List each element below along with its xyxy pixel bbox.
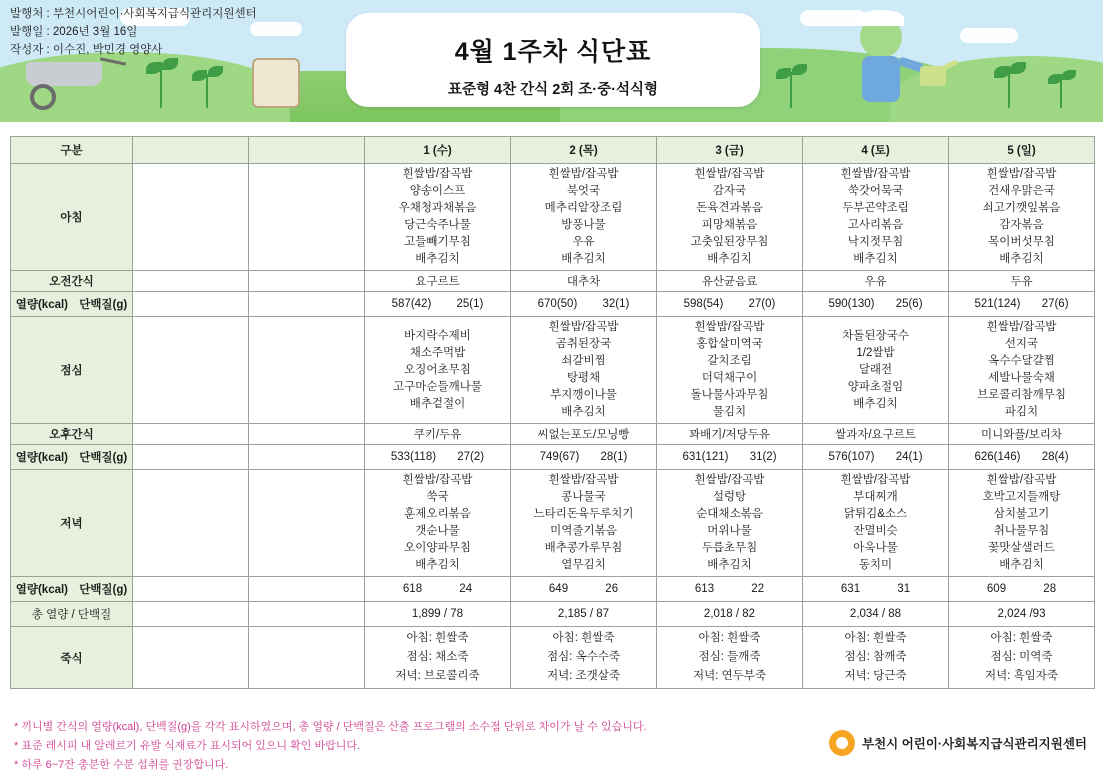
footer-note-3: * 하루 6~7잔 충분한 수분 섭취를 권장합니다. (14, 759, 229, 771)
row-total (11, 602, 1095, 627)
kcal-dinner-blank-1 (133, 577, 249, 602)
protein-value: 24 (459, 583, 473, 595)
header-day-2: 2 (목) (511, 137, 657, 164)
footer-note-1: * 끼니별 간식의 열량(kcal), 단백질(g)을 각각 표시하였으며, 총 열량 / 단백질은 산출 프로그램의 소수점 단위로 차이가 날 수 있습니다. (14, 721, 647, 733)
plant-stem (160, 66, 162, 108)
kcal-label-text: 열량(kcal) (15, 452, 69, 464)
label-dinner: 저녁 (11, 470, 133, 577)
breakfast-day-3: 흰쌀밥/잡곡밥 감자국 돈육견과볶음 피망채볶음 고춧잎된장무침 배추김치 (657, 164, 803, 271)
table-header-row (11, 137, 1095, 164)
kcal-afternoon-day-5 (949, 445, 1095, 470)
morning-snack-day-3: 유산균음료 (657, 271, 803, 292)
kcal-value: 626(146) (974, 451, 1021, 463)
row-lunch (11, 317, 1095, 424)
kcal-value: 631 (840, 583, 861, 595)
kcal-morning-day-1 (365, 292, 511, 317)
porridge-blank-1 (133, 627, 249, 689)
kcal-morning-day-2 (511, 292, 657, 317)
protein-value: 31 (897, 583, 911, 595)
afternoon-snack-day-1: 쿠키/두유 (365, 424, 511, 445)
footer-notes (14, 718, 647, 775)
afternoon-snack-day-4: 쌀과자/요구르트 (803, 424, 949, 445)
kcal-value: 631(121) (682, 451, 729, 463)
row-morning-snack (11, 271, 1095, 292)
afternoon-snack-blank-2 (249, 424, 365, 445)
protein-value: 27(6) (1041, 298, 1069, 310)
row-kcal-morning (11, 292, 1095, 317)
protein-value: 27(2) (457, 451, 485, 463)
kcal-morning-blank-2 (249, 292, 365, 317)
total-day-5: 2,024 /93 (949, 602, 1095, 627)
breakfast-day-1: 흰쌀밥/잡곡밥 양송이스프 우채청과채볶음 당근숙주나물 고들빼기무침 배추김치 (365, 164, 511, 271)
label-afternoon-snack: 오후간식 (11, 424, 133, 445)
total-day-1: 1,899 / 78 (365, 602, 511, 627)
protein-value: 22 (751, 583, 765, 595)
publisher-info (10, 5, 257, 59)
porridge-day-4: 아침: 흰쌀죽 점심: 참깨죽 저녁: 당근죽 (803, 627, 949, 689)
cloud-icon (250, 22, 302, 36)
wheelbarrow-wheel-icon (30, 84, 56, 110)
center-logo-icon (829, 730, 855, 756)
protein-label-text: 단백질(g) (79, 584, 128, 596)
lunch-day-2: 흰쌀밥/잡곡밥 곰취된장국 쇠갈비찜 탕평채 부지깽이나물 배추김치 (511, 317, 657, 424)
row-porridge (11, 627, 1095, 689)
kcal-value: 590(130) (828, 298, 875, 310)
total-day-3: 2,018 / 82 (657, 602, 803, 627)
kcal-value: 618 (402, 583, 423, 595)
row-afternoon-snack (11, 424, 1095, 445)
kcal-value: 670(50) (537, 298, 578, 310)
header-day-4: 4 (토) (803, 137, 949, 164)
morning-snack-day-2: 대추차 (511, 271, 657, 292)
total-day-2: 2,185 / 87 (511, 602, 657, 627)
kcal-afternoon-day-4 (803, 445, 949, 470)
protein-value: 31(2) (749, 451, 777, 463)
morning-snack-blank-1 (133, 271, 249, 292)
header-gubun: 구분 (11, 137, 133, 164)
row-breakfast (11, 164, 1095, 271)
dinner-day-2: 흰쌀밥/잡곡밥 콩나물국 느타리돈육두루치기 미역줄기볶음 배추콩가루무침 열무김치 (511, 470, 657, 577)
kcal-dinner-day-3 (657, 577, 803, 602)
breakfast-blank-2 (249, 164, 365, 271)
kcal-value: 587(42) (391, 298, 432, 310)
kcal-value: 649 (548, 583, 569, 595)
label-kcal-morning (11, 292, 133, 317)
morning-snack-day-5: 두유 (949, 271, 1095, 292)
protein-value: 24(1) (895, 451, 923, 463)
morning-snack-blank-2 (249, 271, 365, 292)
dinner-day-3: 흰쌀밥/잡곡밥 설렁탕 순대채소볶음 머위나물 두릅초무침 배추김치 (657, 470, 803, 577)
header-banner (0, 0, 1103, 122)
porridge-day-2: 아침: 흰쌀죽 점심: 옥수수죽 저녁: 조갯살죽 (511, 627, 657, 689)
dinner-blank-1 (133, 470, 249, 577)
protein-label-text: 단백질(g) (79, 299, 128, 311)
label-kcal-afternoon (11, 445, 133, 470)
dinner-day-5: 흰쌀밥/잡곡밥 호박고지들깨탕 삼치불고기 취나물무침 꽃맛살샐러드 배추김치 (949, 470, 1095, 577)
porridge-day-1: 아침: 흰쌀죽 점심: 채소죽 저녁: 브로콜리죽 (365, 627, 511, 689)
porridge-blank-2 (249, 627, 365, 689)
protein-value: 28(1) (600, 451, 628, 463)
cloud-icon (800, 10, 866, 26)
farmer-body-icon (862, 56, 900, 102)
lunch-blank-2 (249, 317, 365, 424)
kcal-value: 749(67) (539, 451, 580, 463)
kcal-value: 533(118) (390, 451, 437, 463)
breakfast-day-4: 흰쌀밥/잡곡밥 쑥갓어묵국 두부곤약조림 고사리볶음 낙지젓무침 배추김치 (803, 164, 949, 271)
lunch-blank-1 (133, 317, 249, 424)
protein-value: 27(0) (748, 298, 776, 310)
wheelbarrow-icon (26, 62, 102, 86)
kcal-dinner-day-1 (365, 577, 511, 602)
plant-stem (1060, 78, 1062, 108)
dinner-day-1: 흰쌀밥/잡곡밥 쑥국 훈제오리볶음 갯순나물 오이양파무침 배추김치 (365, 470, 511, 577)
plant-stem (1008, 70, 1010, 108)
row-kcal-dinner (11, 577, 1095, 602)
kcal-morning-day-3 (657, 292, 803, 317)
lunch-day-1: 바지락수제비 채소주먹밥 오징어초무침 고구마순들깨나물 배추겉절이 (365, 317, 511, 424)
menu-table (10, 136, 1095, 689)
afternoon-snack-blank-1 (133, 424, 249, 445)
label-total: 총 열량 / 단백질 (11, 602, 133, 627)
kcal-dinner-day-2 (511, 577, 657, 602)
label-kcal-dinner (11, 577, 133, 602)
row-kcal-afternoon (11, 445, 1095, 470)
breakfast-day-2: 흰쌀밥/잡곡밥 북엇국 메추리알장조림 방풍나물 우유 배추김치 (511, 164, 657, 271)
header-day-5: 5 (일) (949, 137, 1095, 164)
kcal-afternoon-day-2 (511, 445, 657, 470)
header-blank-1 (133, 137, 249, 164)
protein-value: 32(1) (602, 298, 630, 310)
morning-snack-day-1: 요구르트 (365, 271, 511, 292)
morning-snack-day-4: 우유 (803, 271, 949, 292)
page-subtitle: 표준형 4찬 간식 2회 조·중·석식형 (448, 82, 658, 98)
kcal-morning-day-5 (949, 292, 1095, 317)
dinner-day-4: 흰쌀밥/잡곡밥 부대찌개 닭튀김&소스 잔멸비슷 아욱나물 동치미 (803, 470, 949, 577)
afternoon-snack-day-2: 씨없는포도/모닝빵 (511, 424, 657, 445)
watering-can-icon (920, 66, 946, 86)
kcal-afternoon-blank-1 (133, 445, 249, 470)
protein-value: 28 (1043, 583, 1057, 595)
publisher-line: 발행처 : 부천시어린이·사회복지급식관리지원센터 (10, 8, 257, 20)
porridge-day-5: 아침: 흰쌀죽 점심: 미역죽 저녁: 흑임자죽 (949, 627, 1095, 689)
kcal-afternoon-blank-2 (249, 445, 365, 470)
total-blank-1 (133, 602, 249, 627)
breakfast-day-5: 흰쌀밥/잡곡밥 건새우맑은국 쇠고기깻잎볶음 감자볶음 목이버섯무침 배추김치 (949, 164, 1095, 271)
total-day-4: 2,034 / 88 (803, 602, 949, 627)
label-lunch: 점심 (11, 317, 133, 424)
header-day-1: 1 (수) (365, 137, 511, 164)
page-title: 4월 1주차 식단표 (454, 38, 652, 66)
breakfast-blank-1 (133, 164, 249, 271)
dinner-blank-2 (249, 470, 365, 577)
kcal-label-text: 열량(kcal) (15, 299, 69, 311)
total-blank-2 (249, 602, 365, 627)
afternoon-snack-day-3: 꽈배기/저당두유 (657, 424, 803, 445)
kcal-value: 613 (694, 583, 715, 595)
protein-value: 25(6) (895, 298, 923, 310)
label-breakfast: 아침 (11, 164, 133, 271)
kcal-label-text: 열량(kcal) (15, 584, 69, 596)
protein-value: 28(4) (1041, 451, 1069, 463)
kcal-value: 521(124) (974, 298, 1021, 310)
lunch-day-5: 흰쌀밥/잡곡밥 선지국 옥수수달걀찜 세발나물숙채 브로콜리참깨무침 파김치 (949, 317, 1095, 424)
kcal-dinner-day-5 (949, 577, 1095, 602)
kcal-value: 598(54) (683, 298, 724, 310)
footer-note-2: * 표준 레시피 내 알레르기 유발 식재료가 표시되어 있으니 확인 바랍니다. (14, 740, 361, 752)
header-day-3: 3 (금) (657, 137, 803, 164)
cloud-icon (960, 28, 1018, 43)
kcal-afternoon-day-3 (657, 445, 803, 470)
protein-value: 25(1) (456, 298, 484, 310)
title-card (346, 13, 760, 107)
soil-bag-icon (252, 58, 300, 108)
plant-stem (790, 72, 792, 108)
kcal-value: 576(107) (828, 451, 875, 463)
footer (0, 712, 1103, 777)
label-porridge: 죽식 (11, 627, 133, 689)
kcal-morning-blank-1 (133, 292, 249, 317)
brand-name: 부천시 어린이·사회복지급식관리지원센터 (862, 737, 1087, 751)
protein-value: 26 (605, 583, 619, 595)
kcal-value: 609 (986, 583, 1007, 595)
lunch-day-3: 흰쌀밥/잡곡밥 홍합살미역국 갈치조림 더덕채구이 돌나물사과무침 물김치 (657, 317, 803, 424)
farmer-hat-icon (858, 10, 904, 26)
header-blank-2 (249, 137, 365, 164)
protein-label-text: 단백질(g) (79, 452, 128, 464)
kcal-morning-day-4 (803, 292, 949, 317)
kcal-afternoon-day-1 (365, 445, 511, 470)
lunch-day-4: 차돌된장국수 1/2쌀밥 달래전 양파초절임 배추김치 (803, 317, 949, 424)
kcal-dinner-day-4 (803, 577, 949, 602)
plant-stem (206, 74, 208, 108)
afternoon-snack-day-5: 미니와플/보리차 (949, 424, 1095, 445)
label-morning-snack: 오전간식 (11, 271, 133, 292)
author-line: 작성자 : 이수진, 박민경 영양사 (10, 44, 163, 56)
publish-date-line: 발행일 : 2026년 3월 16일 (10, 26, 138, 38)
row-dinner (11, 470, 1095, 577)
porridge-day-3: 아침: 흰쌀죽 점심: 들깨죽 저녁: 연두부죽 (657, 627, 803, 689)
brand-block (829, 730, 1087, 756)
kcal-dinner-blank-2 (249, 577, 365, 602)
